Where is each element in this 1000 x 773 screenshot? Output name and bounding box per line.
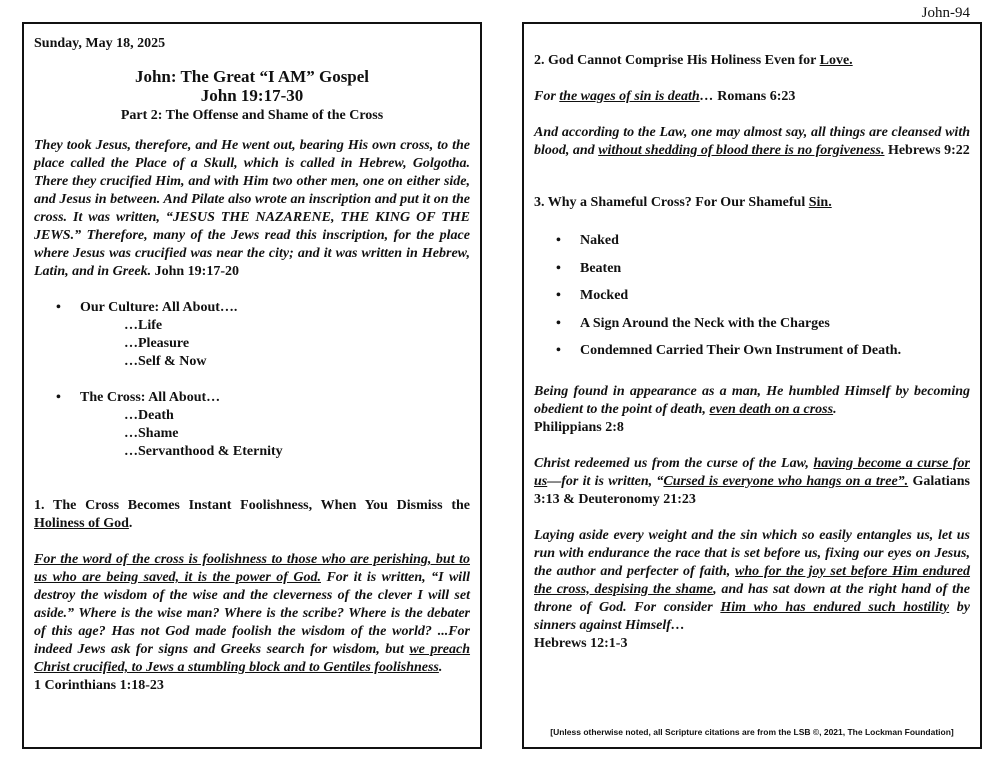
sermon-reference: John 19:17-30 [200, 86, 304, 105]
holiness-of-god: Holiness of God [34, 516, 129, 531]
philippians-quote: Being found in appearance as a man, He humbled Himself by becoming obedient to the point of death, even death on a cross. Philippians 2:8 [534, 383, 970, 435]
shame-item: • Naked [534, 227, 970, 255]
romans-quote: For the wages of sin is death… Romans 6:23 [534, 89, 796, 104]
culture-item: …Life [124, 318, 163, 333]
right-panel [522, 22, 982, 749]
hebrews-ref: Hebrews 9:22 [887, 143, 970, 158]
shame-list [534, 227, 970, 365]
cross-item: …Servanthood & Eternity [124, 444, 283, 459]
sermon-title: John: The Great “I AM” Gospel [134, 67, 370, 86]
point-1-heading: 1. The Cross Becomes Instant Foolishness, When You Dismiss the Holiness of God. [34, 498, 470, 531]
galatians-quote: Christ redeemed us from the curse of the Law, having become a curse for us—for it is written, “Cursed is everyone who hangs on a tree”. Galatians 3:13 & Deuteronomy 21:23 [534, 455, 971, 507]
point-2-heading: 2. God Cannot Comprise His Holiness Even for Love. [534, 53, 853, 68]
point-3-heading: 3. Why a Shameful Cross? For Our Shameful Sin. [534, 195, 832, 210]
culture-item: …Self & Now [124, 354, 207, 369]
passage-block [34, 137, 470, 281]
culture-label: • Our Culture: All About…. [34, 299, 470, 317]
cross-list [34, 389, 470, 461]
left-panel [22, 22, 482, 749]
hebrews-12-quote: Laying aside every weight and the sin which so easily entangles us, let us run with endurance the race that is set before us, fixing our eyes on Jesus, the author and perfecter of faith, who for the joy set before Him endured the cross, despising the shame, and has sat down at the right hand of the throne of God. For consider Him who has endured such hostility by sinners against Himself… Hebrews 12:1-3 [534, 527, 971, 651]
copyright-footnote: [Unless otherwise noted, all Scripture citations are from the LSB ©, 2021, The Lockman Foundation] [550, 727, 954, 737]
culture-list [34, 299, 470, 371]
cross-item: …Shame [124, 426, 179, 441]
hebrews-12-ref: Hebrews 12:1-3 [534, 635, 628, 651]
philippians-ref: Philippians 2:8 [534, 419, 624, 435]
romans-ref: Romans 6:23 [717, 89, 796, 104]
shame-item: • Mocked [534, 282, 970, 310]
shame-item: • A Sign Around the Neck with the Charges [534, 310, 970, 338]
shame-item: • Beaten [534, 255, 970, 283]
cross-label: • The Cross: All About… [34, 389, 470, 407]
sermon-date: Sunday, May 18, 2025 [34, 36, 166, 51]
culture-item: …Pleasure [124, 336, 190, 351]
shame-item: • Condemned Carried Their Own Instrument of Death. [534, 337, 970, 365]
hebrews-quote: And according to the Law, one may almost say, all things are cleansed with blood, and without shedding of blood there is no forgiveness. Hebrews 9:22 [534, 125, 970, 158]
cross-item: …Death [124, 408, 174, 423]
passage-text: They took Jesus, therefore, and He went out, bearing His own cross, to the place called the Place of a Skull, which is called in Hebrew, Golgotha. There they crucified Him, and with Him two other men, one on either side, and Jesus in between. And Pilate also wrote an inscription and put it on the cross. It was written, “JESUS THE NAZARENE, THE KING OF THE JEWS.” Therefore, many of the Jews read this inscription, for the place where Jesus was crucified was near the city; and it was written in Hebrew, Latin, and in Greek. [34, 138, 470, 279]
sermon-part: Part 2: The Offense and Shame of the Cross [120, 108, 384, 123]
passage-ref: John 19:17-20 [154, 264, 239, 279]
corinthians-quote: For the word of the cross is foolishness to those who are perishing, but to us who are being saved, it is the power of God. For it is written, “I will destroy the wisdom of the wise and the cleverness of the clever I will set aside.” Where is the wise man? Where is the scribe? Where is the debater of this age? Has not God made foolish the wisdom of the world? ...For indeed Jews ask for signs and Greeks search for wisdom, but we preach Christ crucified, to Jews a stumbling block and to Gentiles foolishness. 1 Corinthians 1:18-23 [34, 552, 471, 693]
page-label: John-94 [921, 5, 970, 21]
galatians-ref: Galatians 3:13 & Deuteronomy 21:23 [534, 473, 971, 507]
corinthians-ref: 1 Corinthians 1:18-23 [34, 678, 164, 693]
